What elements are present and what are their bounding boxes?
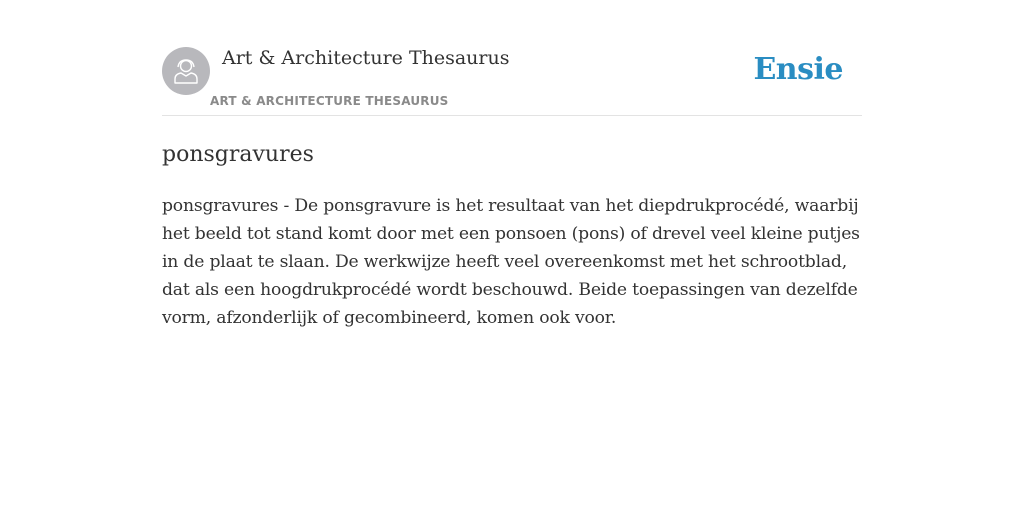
author-name-link[interactable]: Art & Architecture Thesaurus (222, 47, 510, 69)
avatar[interactable] (162, 47, 210, 95)
entry-definition: ponsgravures - De ponsgravure is het resultaat van het diepdrukprocédé, waarbij het beeld tot stand komt door met een ponsoen (pons) of drevel veel kleine putjes in de plaat te slaan. De werkwijze heeft veel overeenkomst met het schrootblad, dat als een hoogdrukprocédé wordt beschouwd. Beide toepassingen van dezelfde vorm, afzonderlijk of gecombineerd, komen ook voor. (162, 196, 860, 328)
entry-term: ponsgravures (162, 142, 314, 167)
ensie-logo[interactable]: Ensie (753, 52, 843, 87)
user-icon (171, 56, 201, 86)
author-source-label: ART & ARCHITECTURE THESAURUS (210, 94, 449, 108)
header (162, 0, 862, 116)
page-container (162, 0, 862, 328)
